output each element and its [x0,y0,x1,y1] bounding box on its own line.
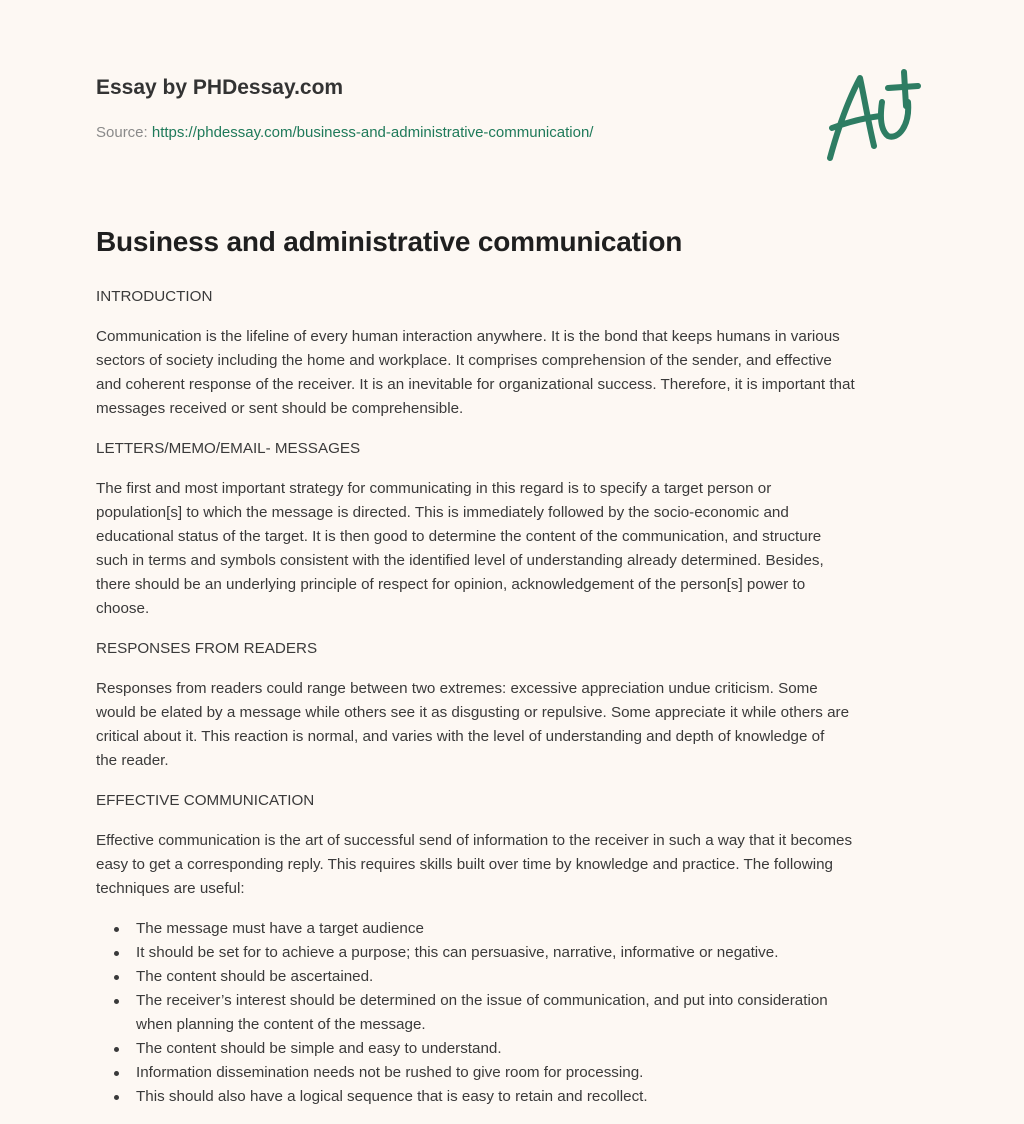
paragraph-line: sectors of society including the home and workplace. It comprises comprehension of the sender, and effective [96,352,832,369]
paragraph-line: and coherent response of the receiver. It is an inevitable for organizational success. Therefore, it is important that [96,376,855,393]
list-item-line: The receiver’s interest should be determined on the issue of communication, and put into consideration [136,992,828,1009]
site-title: Essay by PHDessay.com [96,76,344,99]
paragraph [96,477,936,621]
list-item-line: The content should be ascertained. [136,968,374,985]
paragraph-line: educational status of the target. It is then good to determine the content of the communication, and structure [96,528,822,545]
list-item-line: It should be set for to achieve a purpose; this can persuasive, narrative, informative or negative. [136,944,779,961]
list-item [136,989,936,1037]
list-item [136,917,936,941]
section-heading: LETTERS/MEMO/EMAIL- MESSAGES [96,440,361,457]
list-item [136,965,936,989]
paragraph [96,677,936,773]
paragraph-line: messages received or sent should be comprehensible. [96,400,464,417]
paragraph-line: The first and most important strategy for communicating in this regard is to specify a target person or [96,480,772,497]
section-heading: RESPONSES FROM READERS [96,640,318,657]
paragraph-line: population[s] to which the message is directed. This is immediately followed by the socio-economic and [96,504,789,521]
list-item-line: The message must have a target audience [136,920,424,937]
paragraph-line: techniques are useful: [96,880,245,897]
list-item [136,941,936,965]
list-item-line: The content should be simple and easy to understand. [136,1040,502,1057]
paragraph-line: Effective communication is the art of successful send of information to the receiver in such a way that it becomes [96,832,853,849]
paragraph-line: the reader. [96,752,169,769]
paragraph-line: such in terms and symbols consistent with the identified level of understanding already determined. Besides, [96,552,824,569]
list-item-line: when planning the content of the message. [136,1016,426,1033]
list-item-line: Information dissemination needs not be rushed to give room for processing. [136,1064,644,1081]
paragraph-line: there should be an underlying principle of respect for opinion, acknowledgement of the person[s] power to [96,576,806,593]
paragraph-line: choose. [96,600,150,617]
section-heading: EFFECTIVE COMMUNICATION [96,792,315,809]
paragraph-line: Communication is the lifeline of every human interaction anywhere. It is the bond that keeps humans in various [96,328,840,345]
paragraph [96,829,936,901]
a-plus-logo-icon [818,66,928,166]
section-heading: INTRODUCTION [96,288,213,305]
paragraph-line: would be elated by a message while others see it as disgusting or repulsive. Some appreciate it while others are [96,704,850,721]
paragraph-line: Responses from readers could range between two extremes: excessive appreciation undue criticism. Some [96,680,818,697]
paragraph-line: easy to get a corresponding reply. This requires skills built over time by knowledge and practice. The following [96,856,833,873]
source-link[interactable]: https://phdessay.com/business-and-administrative-communication/ [151,124,594,141]
paragraph [96,325,936,421]
technique-list [96,917,936,1109]
essay-body [96,285,936,1109]
list-item [136,1085,936,1109]
source-line [96,124,593,141]
essay-title: Business and administrative communication [96,226,683,257]
paragraph-line: critical about it. This reaction is normal, and varies with the level of understanding and depth of knowledge of [96,728,825,745]
source-label: Source: [96,124,148,141]
list-item [136,1037,936,1061]
list-item [136,1061,936,1085]
list-item-line: This should also have a logical sequence that is easy to retain and recollect. [136,1088,648,1105]
